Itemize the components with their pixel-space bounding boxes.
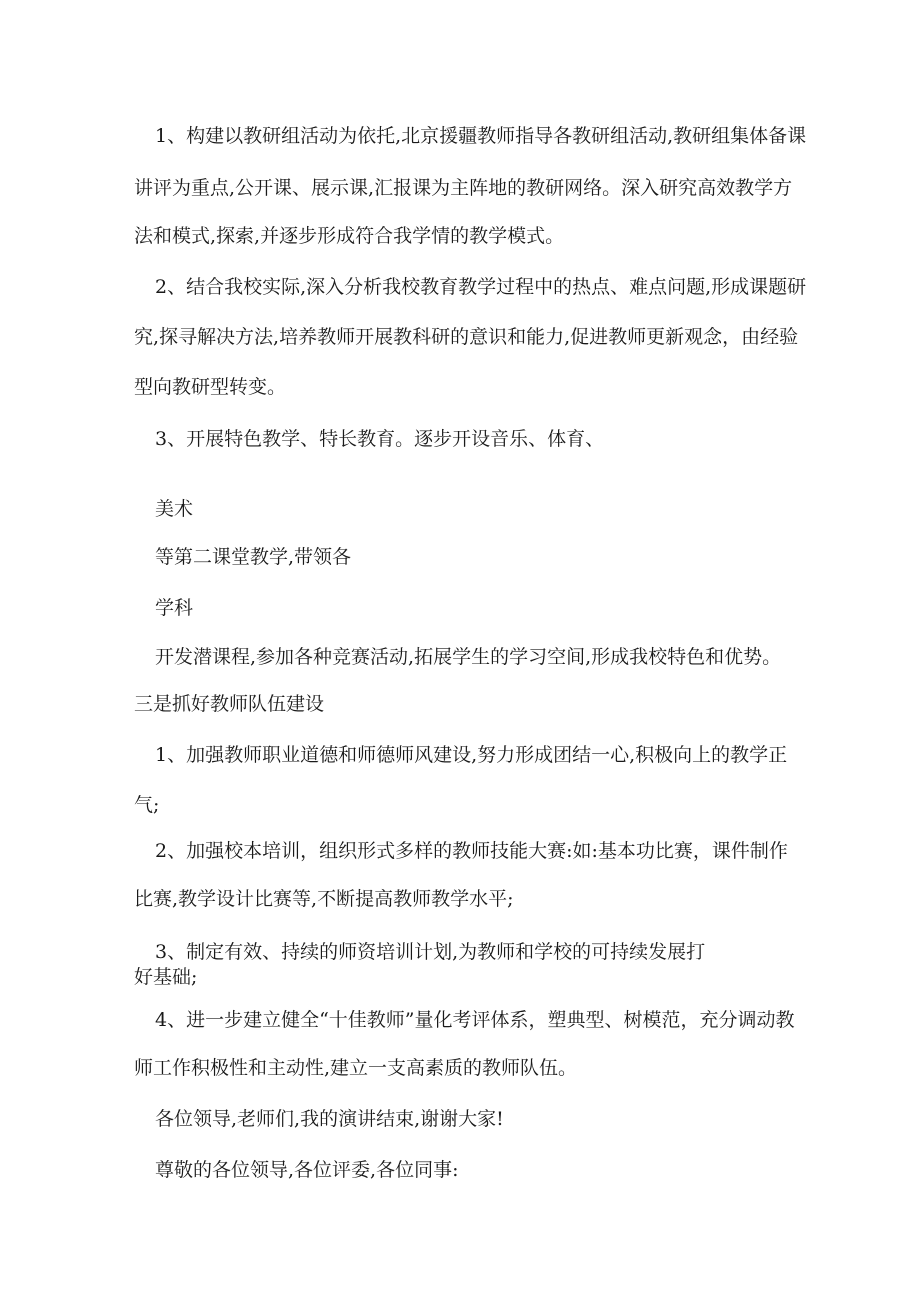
paragraph-line-14: 气;	[134, 794, 160, 816]
paragraph-line-18: 好基础;	[134, 966, 198, 988]
paragraph-line-9: 等第二课堂教学,带领各	[155, 546, 352, 568]
paragraph-line-13: 1、加强教师职业道德和师德师风建设,努力形成团结一心,积极向上的教学正	[155, 744, 788, 766]
paragraph-line-4: 2、结合我校实际,深入分析我校教育教学过程中的热点、难点问题,形成课题研	[155, 276, 807, 298]
paragraph-line-3: 法和模式,探索,并逐步形成符合我学情的教学模式。	[134, 225, 565, 247]
salutation-line: 尊敬的各位领导,各位评委,各位同事:	[155, 1159, 459, 1181]
paragraph-line-2: 讲评为重点,公开课、展示课,汇报课为主阵地的教研网络。深入研究高效教学方	[134, 177, 793, 199]
paragraph-line-7: 3、开展特色教学、特长教育。逐步开设音乐、体育、	[155, 428, 605, 450]
paragraph-line-15: 2、加强校本培训，组织形式多样的教师技能大赛:如:基本功比赛，课件制作	[155, 840, 788, 862]
paragraph-line-16: 比赛,教学设计比赛等,不断提高教师教学水平;	[134, 888, 514, 910]
paragraph-line-19: 4、进一步建立健全“十佳教师”量化考评体系，塑典型、树模范，充分调动教	[155, 1009, 795, 1031]
paragraph-line-1: 1、构建以教研组活动为依托,北京援疆教师指导各教研组活动,教研组集体备课	[155, 125, 807, 147]
section-heading: 三是抓好教师队伍建设	[134, 693, 325, 715]
paragraph-line-6: 型向教研型转变。	[134, 376, 287, 398]
paragraph-line-5: 究,探寻解决方法,培养教师开展教科研的意识和能力,促进教师更新观念，由经验	[134, 326, 799, 348]
paragraph-line-8: 美术	[155, 498, 194, 520]
closing-line: 各位领导,老师们,我的演讲结束,谢谢大家!	[155, 1108, 504, 1130]
paragraph-line-11: 开发潜课程,参加各种竞赛活动,拓展学生的学习空间,形成我校特色和优势。	[155, 646, 782, 668]
paragraph-line-10: 学科	[155, 597, 194, 619]
paragraph-line-17: 3、制定有效、持续的师资培训计划,为教师和学校的可持续发展打	[155, 941, 706, 963]
paragraph-line-20: 师工作积极性和主动性,建立一支高素质的教师队伍。	[134, 1057, 578, 1079]
